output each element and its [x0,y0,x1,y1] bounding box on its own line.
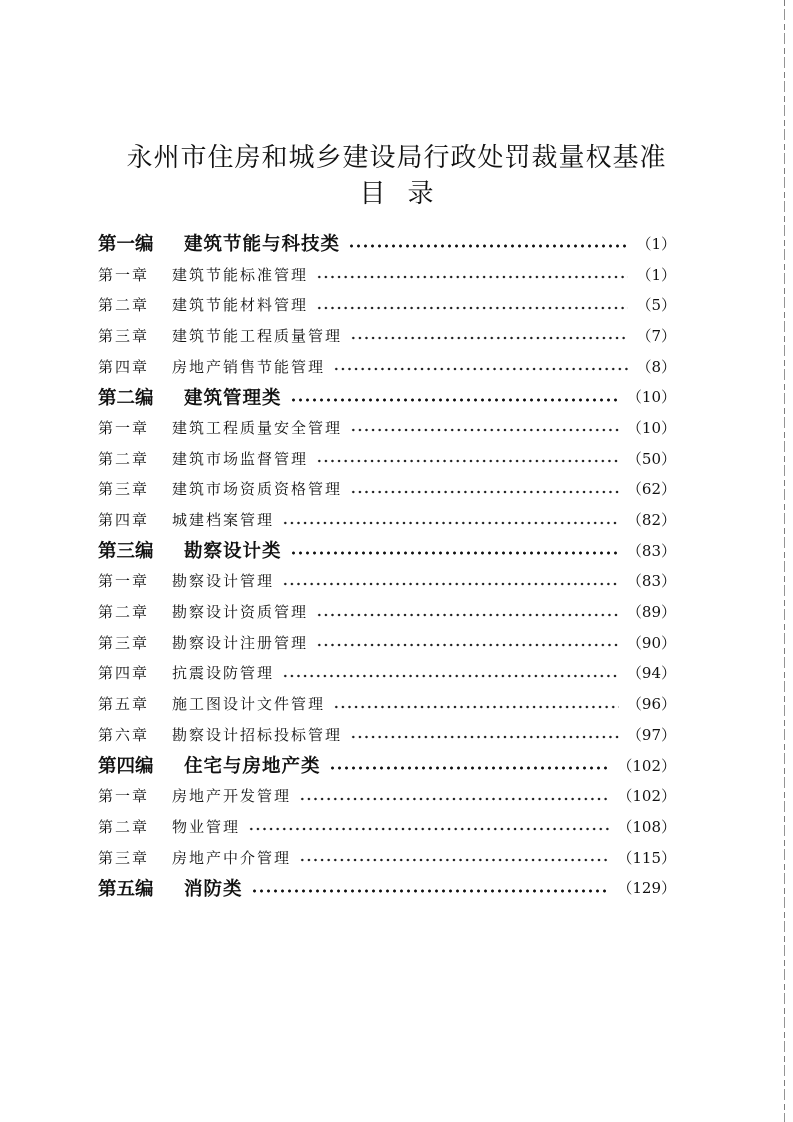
toc-entry-title: 建筑市场资质资格管理 [172,480,343,499]
toc-chapter-entry [98,320,676,351]
toc-page-number: （50） [626,449,676,468]
toc-chapter-entry [98,780,676,811]
toc-entry-title: 建筑节能材料管理 [172,296,309,315]
toc-chapter-entry [98,351,676,382]
dot-leader [350,490,619,494]
toc-entry-title: 房地产开发管理 [172,787,292,806]
toc-page-number: （89） [626,603,676,622]
toc-chapter-entry [98,811,676,842]
dot-leader [282,521,619,525]
dot-leader [316,275,628,279]
toc-part-entry [98,381,676,412]
toc-entry-title: 建筑市场监督管理 [172,449,309,468]
toc-page-number: （1） [636,234,676,253]
dot-leader [251,889,610,893]
toc-page-number: （115） [617,848,676,867]
dot-leader [348,244,628,248]
toc-entry-number: 第三章 [98,633,150,652]
dot-leader [333,705,619,709]
toc-page-number: （97） [626,725,676,744]
toc-entry-title: 勘察设计注册管理 [172,633,309,652]
toc-page-number: （1） [636,265,676,284]
toc-page-number: （8） [636,357,676,376]
toc-heading: 目录 [359,179,456,209]
toc-entry-number: 第一编 [98,234,154,256]
toc-entry-number: 第五章 [98,695,150,714]
toc-entry-number: 第一章 [98,418,150,437]
toc-chapter-entry [98,474,676,505]
toc-entry-number: 第一章 [98,572,150,591]
toc-entry-title: 建筑工程质量安全管理 [172,418,343,437]
toc-chapter-entry [98,596,676,627]
toc-entry-title: 建筑节能工程质量管理 [172,326,343,345]
toc-chapter-entry [98,289,676,320]
dot-leader [333,367,628,371]
dot-leader [316,459,619,463]
toc-page-number: （90） [626,633,676,652]
toc-entry-number: 第三章 [98,480,150,499]
toc-page-number: （5） [636,296,676,315]
toc-entry-title: 物业管理 [172,817,241,836]
toc-page-number: （108） [617,817,676,836]
toc-page-number: （102） [617,787,676,806]
table-of-contents [98,228,676,903]
toc-entry-title: 房地产中介管理 [172,848,292,867]
dot-leader [329,766,610,770]
toc-chapter-entry [98,658,676,689]
toc-entry-title: 勘察设计类 [184,541,282,563]
toc-page-number: （129） [617,879,676,898]
toc-entry-number: 第四章 [98,511,150,530]
toc-page-number: （94） [626,664,676,683]
toc-entry-number: 第二章 [98,817,150,836]
toc-page-number: （10） [626,418,676,437]
dot-leader [282,582,619,586]
toc-entry-number: 第三编 [98,541,154,563]
dot-leader [316,643,619,647]
toc-entry-title: 抗震设防管理 [172,664,275,683]
toc-entry-title: 建筑管理类 [184,387,282,409]
toc-entry-number: 第四编 [98,756,154,778]
dot-leader [350,428,619,432]
toc-entry-number: 第六章 [98,725,150,744]
toc-chapter-entry [98,504,676,535]
document-title: 永州市住房和城乡建设局行政处罚裁量权基准 [126,143,667,173]
toc-entry-title: 勘察设计招标投标管理 [172,725,343,744]
dot-leader [316,613,619,617]
toc-entry-number: 第四章 [98,357,150,376]
dot-leader [316,306,628,310]
toc-entry-number: 第一章 [98,265,150,284]
toc-entry-title: 消防类 [184,878,243,900]
toc-entry-title: 施工图设计文件管理 [172,695,326,714]
dot-leader [299,858,609,862]
toc-entry-number: 第四章 [98,664,150,683]
toc-chapter-entry [98,259,676,290]
toc-chapter-entry [98,566,676,597]
toc-entry-number: 第三章 [98,326,150,345]
toc-page-number: （10） [626,388,676,407]
toc-entry-number: 第三章 [98,848,150,867]
dot-leader [248,827,609,831]
toc-entry-title: 建筑节能标准管理 [172,265,309,284]
toc-chapter-entry [98,412,676,443]
toc-chapter-entry [98,688,676,719]
toc-page-number: （82） [626,511,676,530]
toc-entry-number: 第二章 [98,296,150,315]
dot-leader [350,336,628,340]
toc-part-entry [98,535,676,566]
toc-entry-title: 建筑节能与科技类 [184,234,341,256]
toc-entry-number: 第一章 [98,787,150,806]
toc-entry-title: 勘察设计资质管理 [172,603,309,622]
toc-entry-number: 第二编 [98,387,154,409]
toc-chapter-entry [98,842,676,873]
toc-page-number: （102） [617,756,676,775]
toc-entry-number: 第二章 [98,449,150,468]
toc-entry-title: 城建档案管理 [172,511,275,530]
toc-part-entry [98,228,676,259]
dot-leader [350,735,619,739]
dot-leader [282,674,619,678]
dot-leader [299,797,609,801]
dot-leader [290,398,619,402]
toc-chapter-entry [98,719,676,750]
toc-page-number: （7） [636,326,676,345]
toc-page-number: （83） [626,541,676,560]
toc-entry-title: 房地产销售节能管理 [172,357,326,376]
toc-chapter-entry [98,627,676,658]
toc-page-number: （62） [626,480,676,499]
toc-part-entry [98,750,676,781]
toc-page-number: （83） [626,572,676,591]
toc-chapter-entry [98,443,676,474]
toc-entry-title: 勘察设计管理 [172,572,275,591]
dot-leader [290,551,619,555]
toc-page-number: （96） [626,695,676,714]
toc-part-entry [98,872,676,903]
toc-entry-title: 住宅与房地产类 [184,756,321,778]
toc-entry-number: 第五编 [98,878,154,900]
toc-entry-number: 第二章 [98,603,150,622]
